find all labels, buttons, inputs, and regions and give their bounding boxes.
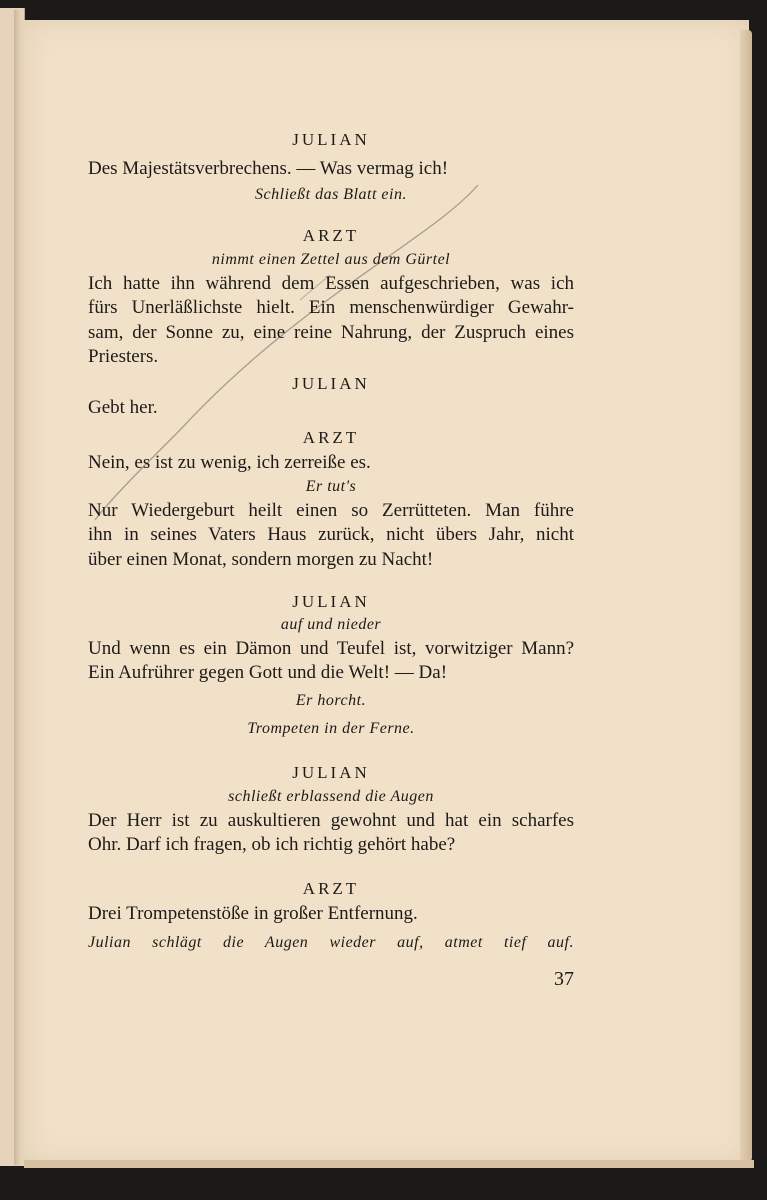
text-line: Und wenn es ein Dämon und Teufel ist, vorwitziger Mann?: [88, 638, 574, 659]
text-line: Nur Wiedergeburt heilt einen so Zerrütteten. Man führe: [88, 500, 574, 521]
stage-direction: Julian schlägt die Augen wieder auf, atmet tief auf.: [88, 934, 574, 951]
stage-direction: schließt erblassend die Augen: [228, 788, 434, 805]
text-line: Priesters.: [88, 346, 159, 367]
speaker-name: ARZT: [302, 428, 360, 447]
stage-direction: auf und nieder: [280, 616, 382, 633]
text-line: über einen Monat, sondern morgen zu Nacht!: [88, 549, 434, 570]
speaker-name: ARZT: [302, 226, 360, 245]
stage-direction: Er tut's: [305, 478, 357, 495]
text-line: Des Majestätsverbrechens. — Was vermag ich!: [88, 158, 449, 179]
stage-direction: Schließt das Blatt ein.: [255, 186, 407, 203]
speaker-name: ARZT: [302, 879, 360, 898]
text-line: Der Herr ist zu auskultieren gewohnt und hat ein scharfes: [88, 810, 574, 831]
stage-direction: nimmt einen Zettel aus dem Gürtel: [211, 251, 451, 268]
page-number: 37: [554, 968, 574, 990]
text-line: Ohr. Darf ich fragen, ob ich richtig gehört habe?: [88, 834, 456, 855]
text-line: Drei Trompetenstöße in großer Entfernung.: [88, 903, 418, 924]
text-line: fürs Unerläßlichste hielt. Ein menschenwürdiger Gewahr-: [88, 297, 574, 318]
text-line: ihn in seines Vaters Haus zurück, nicht übers Jahr, nicht: [88, 524, 574, 545]
stage-direction: Trompeten in der Ferne.: [247, 720, 415, 737]
stage-direction: Er horcht.: [295, 692, 367, 709]
text-line: Ein Aufrührer gegen Gott und die Welt! — Da!: [88, 662, 448, 683]
text-line: Ich hatte ihn während dem Essen aufgeschrieben, was ich: [88, 273, 574, 294]
speaker-name: JULIAN: [292, 763, 370, 782]
text-line: Gebt her.: [88, 397, 158, 418]
text-line: Nein, es ist zu wenig, ich zerreiße es.: [88, 452, 371, 473]
speaker-name: JULIAN: [292, 130, 370, 149]
speaker-name: JULIAN: [292, 374, 370, 393]
text-line: sam, der Sonne zu, eine reine Nahrung, der Zuspruch eines: [88, 322, 574, 343]
speaker-name: JULIAN: [292, 592, 370, 611]
